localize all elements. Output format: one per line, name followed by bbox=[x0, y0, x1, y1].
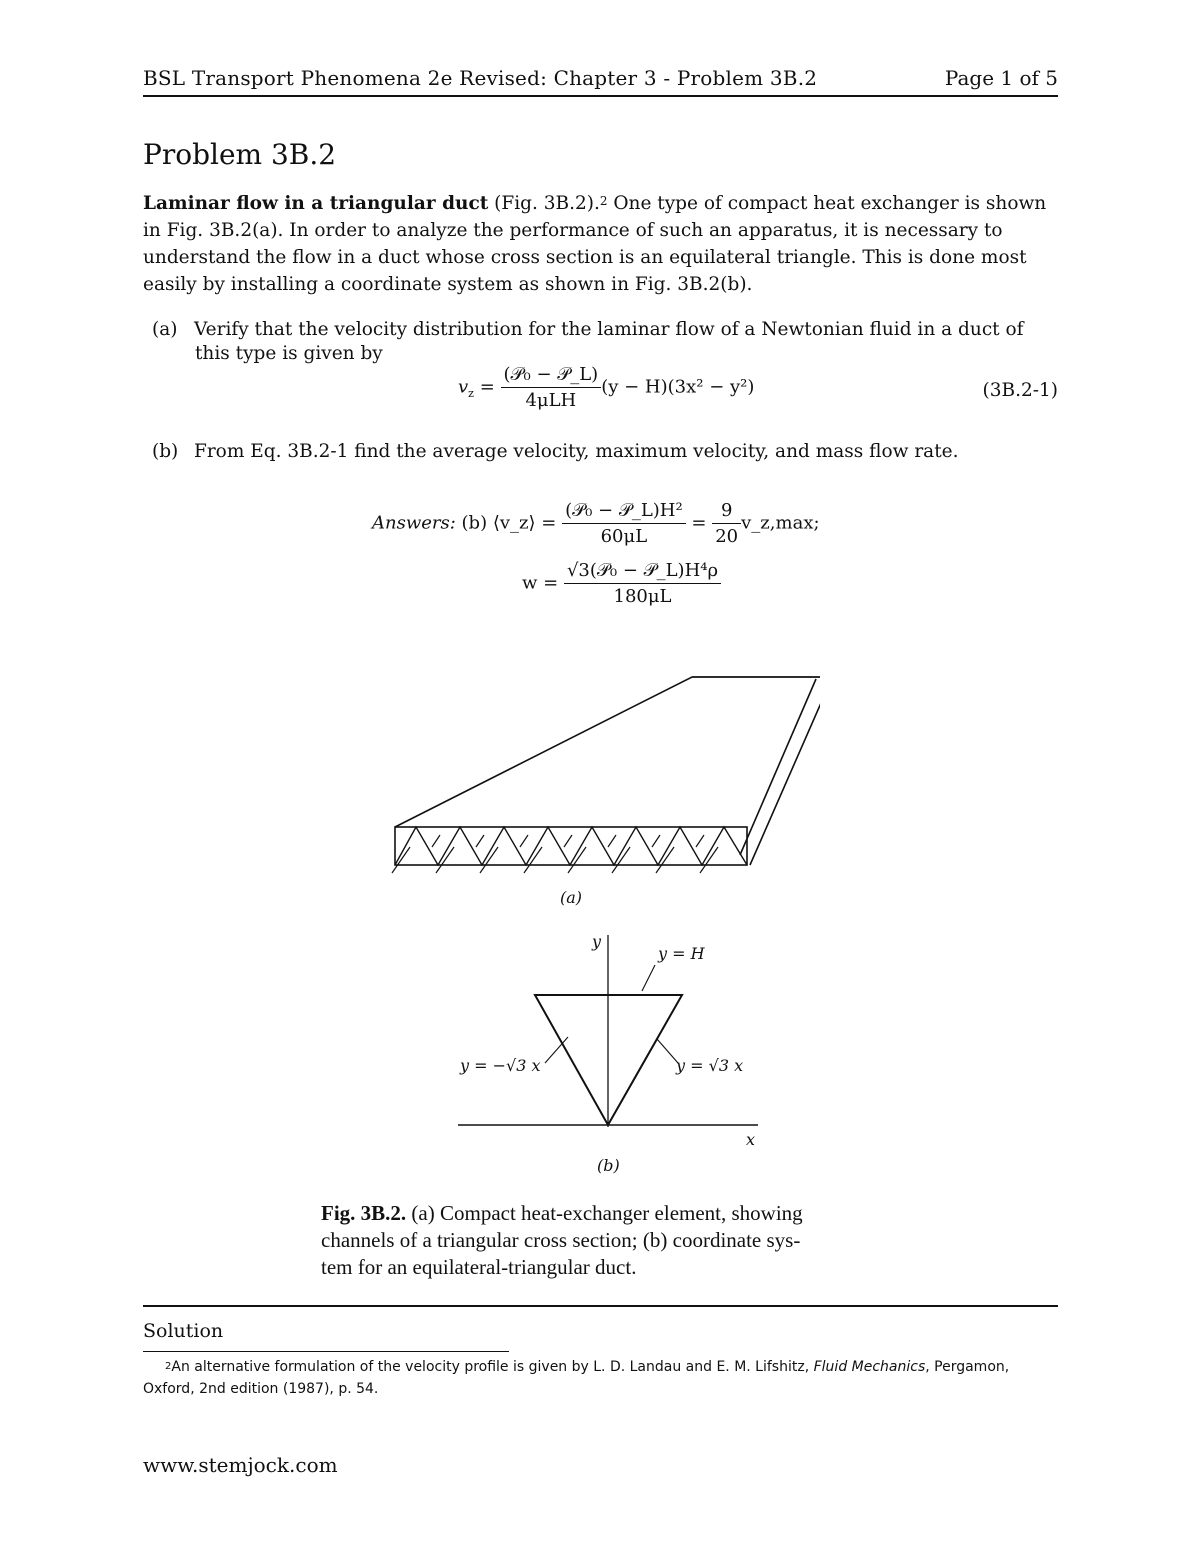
footnote-mark: 2 bbox=[165, 1361, 172, 1372]
pointer-right bbox=[657, 1039, 678, 1063]
problem-intro bbox=[143, 190, 1058, 298]
figure-label-a: (a) bbox=[560, 888, 583, 907]
pointer-top bbox=[642, 965, 655, 991]
item-a-label: (a) bbox=[152, 319, 178, 340]
flow-arrows bbox=[392, 835, 718, 873]
item-b bbox=[152, 438, 1057, 465]
intro-text-2: One type of compact heat exchanger is shown in Fig. 3B.2(a). In order to analyze the performance of such an apparatus, it is necessary to understand the flow in a duct whose cross section is an equilateral triangle. This is done most easily by installing a coordinate system as shown in Fig. 3B.2(b). bbox=[143, 193, 1047, 295]
eq1-denominator: 4μLH bbox=[525, 390, 577, 411]
caption-line1: (a) Compact heat-exchanger element, showing bbox=[406, 1201, 803, 1225]
line-top-label: y = H bbox=[658, 944, 705, 963]
item-a-line1: Verify that the velocity distribution for the laminar flow of a Newtonian fluid in a duct of bbox=[194, 319, 1024, 340]
slab-top-edge bbox=[395, 677, 820, 827]
header-rule bbox=[143, 95, 1058, 97]
caption-line3: tem for an equilateral-triangular duct. bbox=[321, 1255, 637, 1279]
footnote-text: An alternative formulation of the velocity profile is given by L. D. Landau and E. M. Lifshitz, bbox=[171, 1359, 814, 1375]
figure-caption bbox=[321, 1200, 881, 1281]
answers-avg-den: 60μL bbox=[600, 526, 648, 547]
answers-part: (b) bbox=[461, 512, 488, 534]
header-title: BSL Transport Phenomena 2e Revised: Chapter 3 - Problem 3B.2 bbox=[143, 66, 818, 90]
heat-exchanger-element bbox=[392, 677, 820, 873]
item-b-text: From Eq. 3B.2-1 find the average velocity, maximum velocity, and mass flow rate. bbox=[194, 441, 959, 462]
footnote-italic: Fluid Mechanics bbox=[813, 1359, 926, 1375]
eq1-rhs: (y − H)(3x² − y²) bbox=[601, 376, 755, 398]
axis-y-label: y bbox=[592, 932, 602, 951]
slab-right-edge bbox=[750, 677, 820, 865]
caption-bold: Fig. 3B.2. bbox=[321, 1201, 407, 1225]
solution-rule bbox=[143, 1305, 1058, 1307]
eq1-lhs-sub: z bbox=[468, 387, 474, 401]
answer-average-velocity: Answers: (b) ⟨v_z⟩ = $\frac{\text{(𝒫₀ − 𝒫\_L)H²}}{60\mu L}$ = $\frac{9}{20}$ v_z,max; bbox=[372, 500, 820, 547]
intro-bold-lead: Laminar flow in a triangular duct bbox=[143, 193, 489, 214]
answers-avg-lhs: ⟨v_z⟩ = bbox=[492, 512, 557, 534]
caption-line2: channels of a triangular cross section; (b) coordinate sys- bbox=[321, 1228, 801, 1252]
equation-number: (3B.2-1) bbox=[982, 380, 1058, 401]
axis-x-label: x bbox=[746, 1130, 756, 1149]
slab-inner-edge bbox=[740, 679, 816, 855]
item-b-label: (b) bbox=[152, 441, 179, 462]
website-link[interactable]: www.stemjock.com bbox=[143, 1453, 338, 1477]
figure-3b2-drawing bbox=[380, 665, 820, 1185]
answers-label: Answers: bbox=[372, 512, 456, 534]
footnote-rule bbox=[143, 1351, 509, 1352]
pointer-left bbox=[545, 1037, 568, 1063]
answers-ratio-rhs: v_z,max; bbox=[741, 512, 820, 534]
figure-label-b: (b) bbox=[597, 1156, 620, 1175]
eq1-lhs: v bbox=[458, 376, 469, 398]
answers-ratio-den: 20 bbox=[715, 526, 739, 547]
footnote bbox=[143, 1356, 1058, 1400]
triangular-channels bbox=[395, 827, 747, 865]
line-right-label: y = √3 x bbox=[676, 1056, 744, 1075]
answers-avg-num: (𝒫₀ − 𝒫_L)H² bbox=[562, 500, 686, 524]
item-a bbox=[152, 316, 1057, 343]
problem-title: Problem 3B.2 bbox=[143, 138, 337, 171]
slab-front-face bbox=[395, 827, 747, 865]
solution-label: Solution bbox=[143, 1320, 224, 1342]
equation-3b2-1: $v_z$ = $\frac{\text{(𝒫₀ − 𝒫\_L)}}{\text{4μLH}}$ (y − H)(3x² − y²) bbox=[458, 364, 755, 411]
header-page-number: Page 1 of 5 bbox=[944, 66, 1058, 90]
line-left-label: y = −√3 x bbox=[460, 1056, 541, 1075]
answer-mass-flow bbox=[522, 560, 721, 607]
answers-w-lhs: w = bbox=[522, 572, 559, 594]
coordinate-sketch bbox=[458, 935, 758, 1127]
item-a-line2: this type is given by bbox=[195, 343, 383, 364]
footnote-text-2: , Pergamon, Oxford, 2nd edition (1987), p. 54. bbox=[143, 1359, 1010, 1397]
answers-w-num: √3(𝒫₀ − 𝒫_L)H⁴ρ bbox=[564, 560, 721, 584]
eq1-numerator: (𝒫₀ − 𝒫_L) bbox=[501, 364, 602, 388]
answers-ratio-num: 9 bbox=[712, 500, 741, 524]
footnote-ref[interactable]: 2 bbox=[599, 194, 608, 208]
intro-text-1: (Fig. 3B.2). bbox=[488, 193, 600, 214]
answers-w-den: 180μL bbox=[613, 586, 672, 607]
